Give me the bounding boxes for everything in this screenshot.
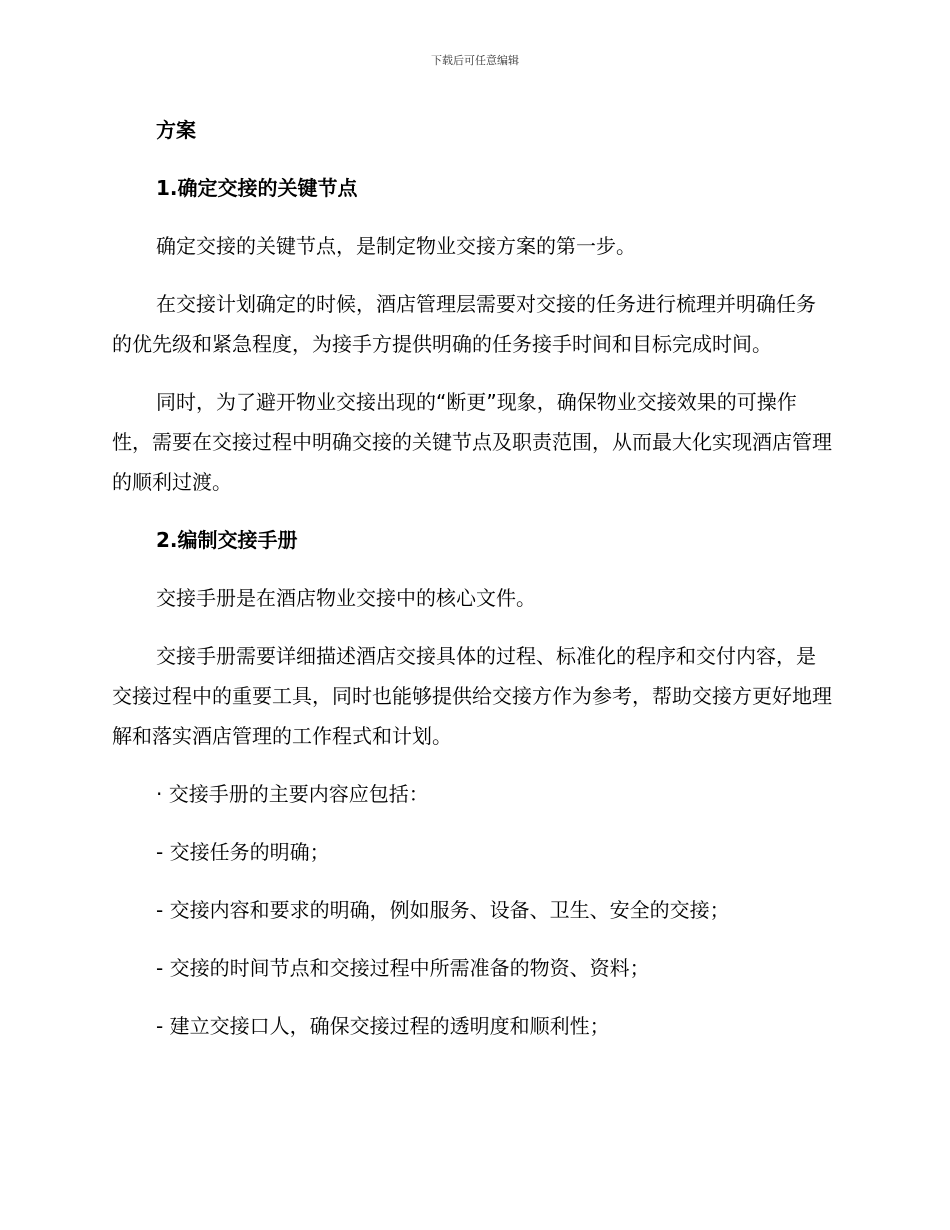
section-1-paragraph-1: 确定交接的关键节点，是制定物业交接方案的第一步。 [156,234,636,258]
page-header: 下载后可任意编辑 [431,54,519,67]
list-item: - 建立交接口人，确保交接过程的透明度和顺利性； [156,1014,610,1038]
section-1-paragraph-3: 同时，为了避开物业交接出现的“断更”现象，确保物业交接效果的可操作性，需要在交接过程中明确交接的关键节点及职责范围，从而最大化实现酒店管理的顺利过渡。 [112,390,832,494]
list-intro: · 交接手册的主要内容应包括： [156,782,429,806]
document-body [112,110,832,1046]
section-2-heading: 2.编制交接手册 [156,528,298,552]
section-2-paragraph-2: 交接手册需要详细描述酒店交接具体的过程、标准化的程序和交付内容，是交接过程中的重要工具，同时也能够提供给交接方作为参考，帮助交接方更好地理解和落实酒店管理的工作程式和计划。 [112,644,832,748]
section-1-paragraph-2: 在交接计划确定的时候，酒店管理层需要对交接的任务进行梳理并明确任务的优先级和紧急程度，为接手方提供明确的任务接手时间和目标完成时间。 [112,292,816,356]
section-2-paragraph-1: 交接手册是在酒店物业交接中的核心文件。 [156,586,536,610]
list-item: - 交接内容和要求的明确，例如服务、设备、卫生、安全的交接； [156,898,730,922]
list-item: - 交接任务的明确； [156,840,330,864]
document-title: 方案 [156,118,196,142]
list-item: - 交接的时间节点和交接过程中所需准备的物资、资料； [156,956,650,980]
section-1-heading: 1.确定交接的关键节点 [156,176,358,200]
